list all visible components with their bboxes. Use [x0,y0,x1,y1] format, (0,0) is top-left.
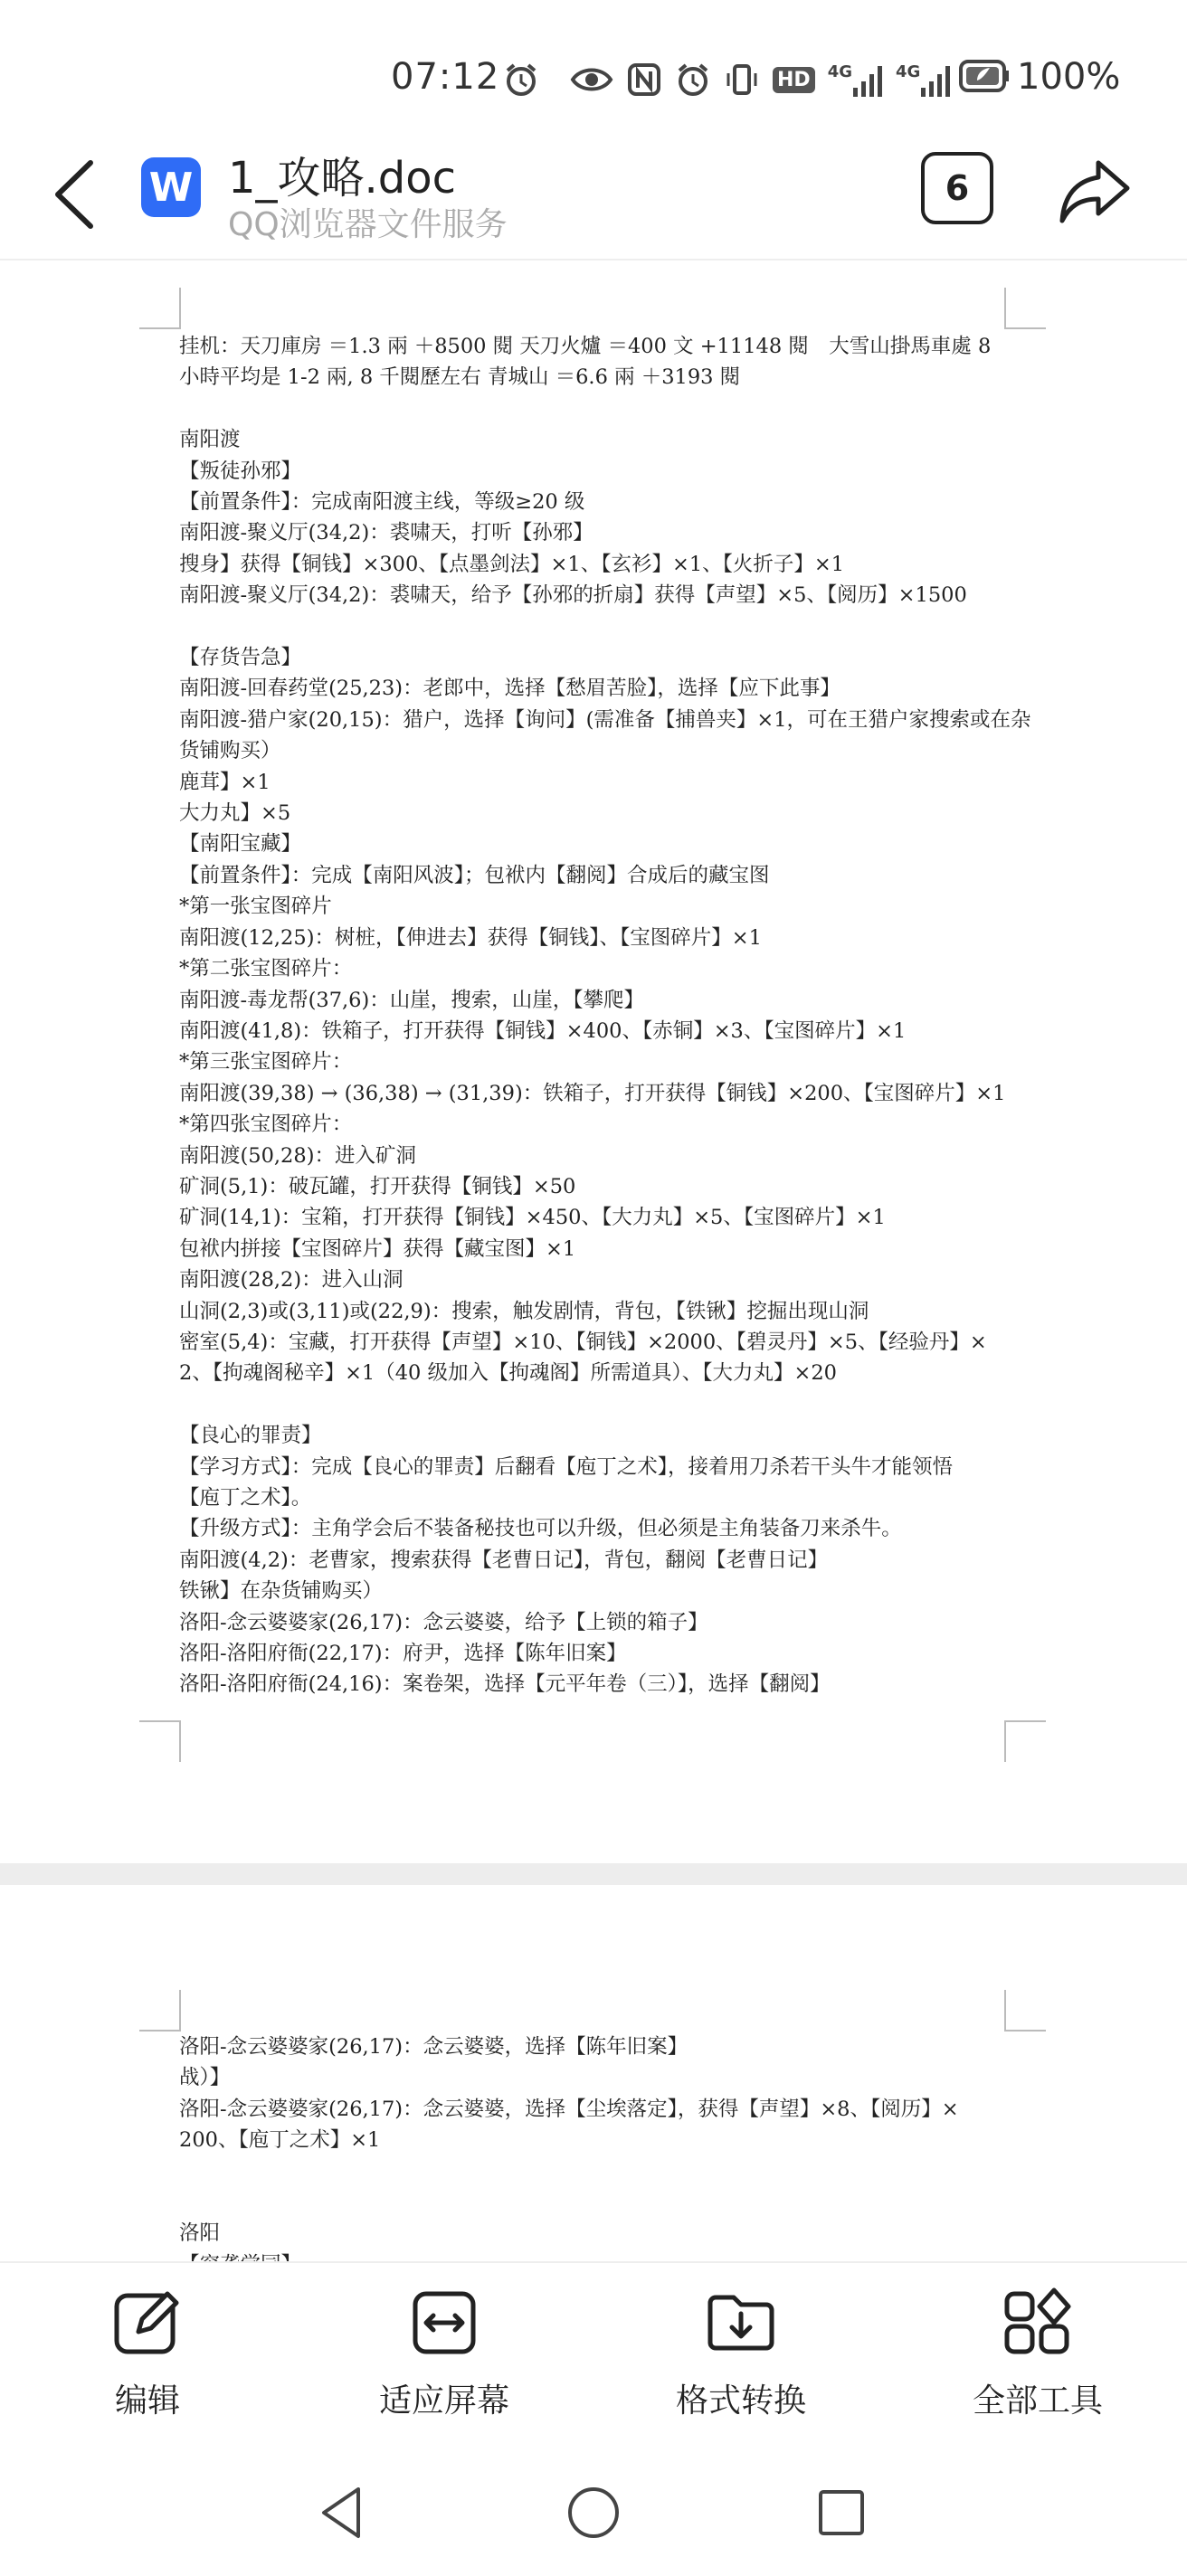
document-text-line: 货铺购买） [179,739,281,763]
edit-icon [111,2287,184,2359]
document-text-line: 包袱内拼接【宝图碎片】获得【藏宝图】×1 [179,1236,576,1261]
alarm-icon [503,62,539,98]
document-text-line: 山洞(2,3)或(3,11)或(22,9)：搜索，触发剧情，背包，【铁锹】挖掘出现山洞 [179,1299,869,1323]
nav-back-icon[interactable] [315,2484,373,2542]
document-text-line: 南阳渡-毒龙帮(37,6)：山崖，搜索，山崖，【攀爬】 [179,988,645,1012]
document-text-line: 南阳渡(4,2)：老曹家，搜索获得【老曹日记】，背包，翻阅【老曹日记】 [179,1548,829,1572]
all-tools-label: 全部工具 [972,2382,1103,2420]
document-text-line: 【升级方式】：主角学会后不装备秘技也可以升级，但必须是主角装备刀来杀牛。 [179,1517,902,1541]
nfc-icon [626,62,662,98]
page-corner-mark [139,288,181,329]
document-text-line [179,393,1011,424]
document-text-line: 南阳渡-聚义厅(34,2)：裘啸天，打听【孙邪】 [179,521,594,545]
back-icon[interactable] [47,154,101,235]
format-convert-button[interactable] [637,2287,845,2431]
document-page-1 [0,260,1187,1863]
tab-count-button[interactable]: 6 [921,152,993,224]
document-text-line: 洛阳-念云婆婆家(26,17)：念云婆婆，给予【上锁的箱子】 [179,1610,708,1634]
document-text-line: 2、【拘魂阁秘辛】×1（40 级加入【拘魂阁】所需道具）、【大力丸】×20 [179,1361,837,1386]
format-convert-icon [705,2287,777,2359]
eye-icon [570,62,613,98]
document-text-line: 洛阳-洛阳府衙(24,16)：案卷架，选择【元平年卷（三）】，选择【翻阅】 [179,1672,831,1697]
document-text-line: 南阳渡(28,2)：进入山洞 [179,1268,404,1293]
document-text-line: 南阳渡-聚义厅(34,2)：裘啸天，给予【孙邪的折扇】获得【声望】×5、【阅历】×1500 [179,583,967,608]
document-text-line: 【学习方式】：完成【良心的罪责】后翻看【庖丁之术】，接着用刀杀若干头牛才能领悟 [179,1454,954,1479]
fit-screen-button[interactable] [340,2287,548,2431]
document-page-2 [0,1885,1187,2265]
word-app-icon: W [141,157,201,217]
all-tools-icon [1002,2287,1074,2359]
hd-icon: HD [773,67,815,93]
document-text-line: 【庖丁之术】。 [179,1485,312,1510]
document-text-line: 南阳渡 [179,428,241,452]
document-text-line: 南阳渡-猎户家(20,15)：猎户，选择【询问】(需准备【捕兽夹】×1，可在王猎户家搜索或在杂 [179,707,1031,732]
nav-recents-icon[interactable] [812,2484,870,2542]
document-text-line: 战）】 [179,2066,231,2090]
document-text-line: 挂机：天刀庫房 ＝1.3 兩 ＋8500 閱 天刀火爐 ＝400 文 +11148 閱 大雪山掛馬車處 8 [179,335,992,358]
document-text-line [179,2156,1011,2187]
edit-button[interactable] [43,2287,252,2431]
document-text-line: 洛阳 [179,2221,221,2246]
page-separator [0,1863,1187,1885]
edit-label: 编辑 [114,2382,180,2420]
fit-screen-label: 适应屏幕 [378,2382,509,2420]
all-tools-button[interactable] [934,2287,1142,2431]
document-subtitle: QQ浏览器文件服务 [228,206,508,243]
document-text-line: *第一张宝图碎片 [179,895,332,919]
signal-4g-label: 4G [827,62,852,81]
document-text-line [179,611,1011,642]
page-corner-mark [139,1720,181,1762]
page-corner-mark [1004,288,1046,329]
document-text-line: 鹿茸】×1 [179,770,271,794]
document-text-line: 南阳渡(39,38) → (36,38) → (31,39)：铁箱子，打开获得【铜钱】×200、【宝图碎片】×1 [179,1081,1006,1105]
document-text-line: 矿洞(14,1)：宝箱，打开获得【铜钱】×450、【大力丸】×5、【宝图碎片】×1 [179,1206,886,1230]
document-text-line: 密室(5,4)：宝藏，打开获得【声望】×10、【铜钱】×2000、【碧灵丹】×5、【经验丹】× [179,1330,987,1354]
document-text-line: 【南阳宝藏】 [179,832,302,857]
app-header [0,136,1187,260]
document-text-line [179,2187,1011,2218]
page-corner-mark [1004,1990,1046,2031]
fit-screen-icon [408,2287,480,2359]
document-text-line: 洛阳-念云婆婆家(26,17)：念云婆婆，选择【尘埃落定】，获得【声望】×8、【阅历】× [179,2097,959,2121]
document-text-line: 200、【庖丁之术】×1 [179,2128,381,2153]
document-text-line: 铁锹】在杂货铺购买） [179,1579,384,1604]
battery-percent: 100% [1017,56,1121,98]
page-2-text [179,2031,1011,2280]
document-text-line: 矿洞(5,1)：破瓦罐，打开获得【铜钱】×50 [179,1174,576,1198]
document-text-line: 南阳渡(41,8)：铁箱子，打开获得【铜钱】×400、【赤铜】×3、【宝图碎片】×1 [179,1018,907,1043]
document-text-line: 南阳渡(50,28)：进入矿洞 [179,1143,416,1168]
document-text-line: 大力丸】×5 [179,801,291,826]
nav-home-icon[interactable] [565,2484,622,2542]
document-viewer[interactable] [0,260,1187,2261]
document-text-line: 洛阳-念云婆婆家(26,17)：念云婆婆，选择【陈年旧案】 [179,2035,688,2059]
page-corner-mark [1004,1720,1046,1762]
share-icon[interactable] [1057,157,1133,226]
document-text-line: *第三张宝图碎片： [179,1050,353,1075]
document-text-line: 【良心的罪责】 [179,1424,322,1448]
document-text-line: 南阳渡(12,25)：树桩，【伸进去】获得【铜钱】、【宝图碎片】×1 [179,925,762,950]
battery-icon [959,58,1010,98]
document-text-line: *第四张宝图碎片： [179,1113,353,1137]
clock: 07:12 [391,56,500,98]
document-text-line: 【前置条件】：完成南阳渡主线，等级≥20 级 [179,490,585,515]
page-corner-mark [139,1990,181,2031]
page-1-text [179,331,1031,1700]
document-text-line: 洛阳-洛阳府衙(22,17)：府尹，选择【陈年旧案】 [179,1642,627,1666]
status-icons [503,56,951,103]
document-title: 1_攻略.doc [228,153,457,204]
signal-4g-icon-2 [896,62,951,97]
document-text-line: *第二张宝图碎片： [179,957,353,981]
system-nav-bar [0,2442,1187,2576]
signal-4g-icon [828,62,883,97]
format-convert-label: 格式转换 [675,2382,806,2420]
document-text-line: 【存货告急】 [179,646,302,670]
document-text-line: 【前置条件】：完成【南阳风波】；包袱内【翻阅】合成后的藏宝图 [179,863,770,887]
document-text-line: 【叛徒孙邪】 [179,459,302,483]
signal-4g-label-2: 4G [896,62,921,81]
status-bar [0,0,1187,154]
document-text-line: 搜身】获得【铜钱】×300、【点墨剑法】×1、【玄衫】×1、【火折子】×1 [179,552,845,576]
vibrate-icon [724,62,760,98]
bottom-toolbar [0,2261,1187,2444]
alarm-icon-2 [675,62,711,98]
document-text-line [179,1389,1011,1420]
document-text-line: 小時平均是 1-2 兩, 8 千閱歷左右 青城山 ＝6.6 兩 ＋3193 閱 [179,365,741,390]
document-text-line: 南阳渡-回春药堂(25,23)：老郎中，选择【愁眉苦脸】，选择【应下此事】 [179,677,840,701]
